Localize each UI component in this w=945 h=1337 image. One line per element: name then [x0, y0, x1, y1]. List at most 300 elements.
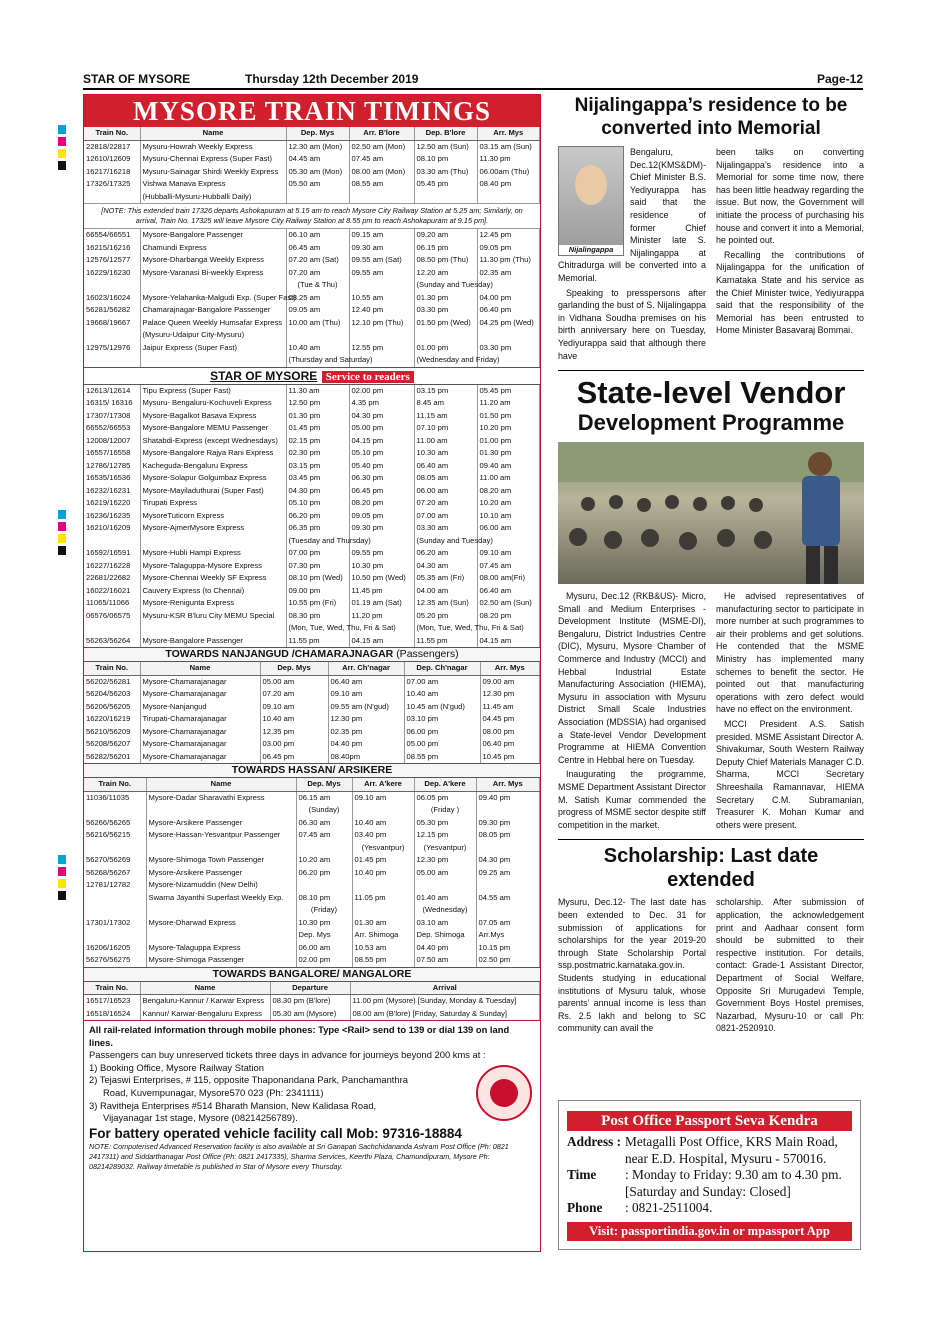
time-key: Time	[567, 1167, 597, 1182]
table-cell: 16022/16021	[84, 585, 140, 598]
table-cell: 04.00 am	[414, 585, 477, 598]
table-cell: 06.30 pm	[349, 472, 414, 485]
table-cell: 16229/16230	[84, 267, 140, 280]
table-cell: 11.55 pm	[414, 635, 477, 648]
table-cell: 56210/56209	[84, 726, 140, 739]
column-header: Train No.	[84, 662, 140, 675]
vendor-headline-1: State-level Vendor	[576, 375, 846, 411]
table-cell: 07.00 pm	[286, 547, 349, 560]
table-cell	[476, 842, 540, 855]
table-row	[84, 292, 540, 305]
table-row	[84, 460, 540, 473]
table-cell: 10.20 pm	[477, 422, 540, 435]
table-cell: 09.30 am	[349, 242, 414, 255]
table-cell: 11.30 am	[286, 385, 349, 398]
table-row	[84, 178, 540, 191]
audience	[569, 495, 772, 550]
table-cell: Mysore-Shimoga Passenger	[146, 954, 296, 967]
table-cell: 12786/12785	[84, 460, 140, 473]
table-cell: 10.53 am	[352, 942, 414, 955]
table-row	[84, 867, 540, 880]
table-cell: 05.00 pm	[349, 422, 414, 435]
table-row	[84, 929, 540, 942]
table-cell: 04.30 pm	[476, 854, 540, 867]
table-cell	[140, 354, 286, 367]
table-row	[84, 726, 540, 739]
table-cell	[140, 279, 286, 292]
table-cell: 11.05 pm	[352, 892, 414, 905]
nanjangud-section-title	[84, 647, 540, 662]
paragraph: been talks on converting Nijalingappa’s residence into a Memorial for some time now, there has been little headway regarding the issue. But now, the Government will initiate the process of purchasing his house and convert it into a Memorial, he pointed out.	[716, 147, 864, 246]
table-row	[84, 342, 540, 355]
table-cell: 07.45 am	[477, 560, 540, 573]
cyan-mark	[58, 510, 66, 519]
table-cell: 16215/16216	[84, 242, 140, 255]
table-cell: 10.15 pm	[476, 942, 540, 955]
table-cell: 11036/11035	[84, 791, 146, 804]
table-row	[84, 385, 540, 398]
table-cell: 56281/56282	[84, 304, 140, 317]
column-header: Dep. B'lore	[414, 127, 477, 140]
table-cell	[84, 804, 146, 817]
table-cell: 08.10 pm	[414, 153, 477, 166]
table-cell: 56276/56275	[84, 954, 146, 967]
table-row	[84, 954, 540, 967]
table-cell: (Sunday and Tuesday)	[414, 279, 477, 292]
table-cell	[84, 842, 146, 855]
table-cell: 12.35 pm	[260, 726, 328, 739]
table-row	[84, 354, 540, 367]
table-cell: Mysore-Bangalore MEMU Passenger	[140, 422, 286, 435]
table-cell: 16535/16536	[84, 472, 140, 485]
emblem-centre	[490, 1079, 518, 1107]
table-cell: Mysore-Chennai Weekly SF Express	[140, 572, 286, 585]
table-cell: Mysore-Chamarajanagar	[140, 738, 260, 751]
table-cell	[84, 354, 140, 367]
table-cell: 08.55 am	[349, 178, 414, 191]
table-cell: 11.00 am	[414, 435, 477, 448]
table-cell: Dep. Mys	[296, 929, 352, 942]
table-row	[84, 688, 540, 701]
registration-marks-mid	[58, 510, 66, 558]
column-header: Arr. Mys	[476, 778, 540, 791]
table-cell: 56216/56215	[84, 829, 146, 842]
address-value-2: near E.D. Hospital, Mysuru - 570016.	[625, 1150, 827, 1166]
ticket-outlet-2a: 2) Tejaswi Enterprises, # 115, opposite Thaponandana Park, Panchamanthra	[89, 1074, 408, 1086]
table-cell: 04.15 am	[477, 635, 540, 648]
table-cell	[84, 191, 140, 204]
table-row	[84, 497, 540, 510]
phone-value: : 0821-2511004.	[625, 1200, 713, 1215]
table-cell: 08.20 pm	[349, 497, 414, 510]
table-row	[84, 422, 540, 435]
table-cell: Chamarajnagar-Bangalore Passenger	[140, 304, 286, 317]
train-timings-box	[83, 94, 541, 1252]
table-cell: Mysore-Bangalore Passenger	[140, 635, 286, 648]
table-cell: 16236/16235	[84, 510, 140, 523]
table-cell: Dep. Shimoga	[414, 929, 476, 942]
paper-name: STAR OF MYSORE	[83, 72, 191, 86]
table-row	[84, 329, 540, 342]
table-row	[84, 140, 540, 153]
table-cell: Mysore-Chamarajanagar	[140, 688, 260, 701]
table-cell: 07.45 am	[349, 153, 414, 166]
table-cell	[296, 879, 352, 892]
address-value-1: Metagalli Post Office, KRS Main Road,	[625, 1134, 838, 1149]
table-cell: 09.20 am	[414, 229, 477, 242]
table-row	[84, 610, 540, 623]
ticket-outlet-1: 1) Booking Office, Mysore Railway Station	[89, 1061, 264, 1073]
ticket-outlet-2b: Road, Kuvempunagar, Mysore570 023 (Ph: 2341111)	[103, 1086, 324, 1098]
table-cell: (Mon, Tue, Wed, Thu, Fri & Sat)	[286, 622, 349, 635]
phone-row	[559, 1200, 860, 1217]
column-header: Departure	[270, 982, 350, 995]
nijalingappa-col-1	[558, 146, 706, 364]
table-row	[84, 560, 540, 573]
column-header: Train No.	[84, 127, 140, 140]
table-cell: Mysore-Yelahanka-Malgudi Exp. (Super Fast)	[140, 292, 286, 305]
table-cell: (Thursday and Saturday)	[286, 354, 349, 367]
nanjangud-title: TOWARDS NANJANGUD /CHAMARAJNAGAR	[165, 648, 394, 660]
table-cell: Mysore-Varanasi Bi-weekly Express	[140, 267, 286, 280]
table-cell: 17307/17308	[84, 410, 140, 423]
address-key: Address :	[567, 1134, 622, 1149]
table-cell: 08.55 pm	[404, 751, 480, 764]
table-cell: 09.55 am (Sat)	[349, 254, 414, 267]
table-cell: 10.30 pm	[296, 917, 352, 930]
table-row	[84, 547, 540, 560]
paragraph: Recalling the contributions of Nijalingappa for the unification of Karnataka State and his service as the Chief Minister twice, Yediyurappa said that the responsibility of the Memorial has been entrusted to Home Minister Basavaraj Bommai.	[716, 249, 864, 336]
table-cell: 07.10 pm	[414, 422, 477, 435]
page-number: Page-12	[816, 72, 863, 86]
table-cell: Mysore-Hassan-Yesvantpur Passenger	[146, 829, 296, 842]
table-cell: 66554/66551	[84, 229, 140, 242]
table-row	[84, 701, 540, 714]
table-cell: 08.00 am(Fri)	[477, 572, 540, 585]
table-cell: 06.00 pm	[404, 726, 480, 739]
table-cell	[84, 279, 140, 292]
table-cell: 16219/16220	[84, 497, 140, 510]
table-cell: Mysuru-KSR B'luru City MEMU Special	[140, 610, 286, 623]
table-cell: 8.45 am	[414, 397, 477, 410]
column-header: Dep. Mys	[260, 662, 328, 675]
black-mark	[58, 891, 66, 900]
table-cell: 11.45 am	[480, 701, 540, 714]
table-cell: 09.05 am	[286, 304, 349, 317]
table-cell: 08.30 pm (B'lore)	[270, 995, 350, 1008]
table-row	[84, 842, 540, 855]
table-cell: 07.45 am	[296, 829, 352, 842]
table-row	[84, 675, 540, 688]
table-cell: 06.15 pm	[414, 242, 477, 255]
table-cell: MysoreTuticorn Express	[140, 510, 286, 523]
table-cell: Mysore-Chamarajanagar	[140, 726, 260, 739]
table-cell: Mysore-Bangalore Passenger	[140, 229, 286, 242]
table-cell: 16227/16228	[84, 560, 140, 573]
table-cell: 19668/19667	[84, 317, 140, 330]
table-cell: 12.30 pm	[414, 854, 476, 867]
table-cell: 05.30 pm	[414, 817, 476, 830]
table-cell: 08.20 pm	[477, 610, 540, 623]
table-cell: 4.35 pm	[349, 397, 414, 410]
table-cell: 09.30 pm	[349, 522, 414, 535]
time-row	[559, 1167, 860, 1184]
table-row	[84, 229, 540, 242]
table-cell	[476, 904, 540, 917]
table-cell: 12.15 pm	[414, 829, 476, 842]
mangalore-table	[84, 982, 540, 1021]
column-header: Train No.	[84, 778, 146, 791]
table-cell: 04.00 pm	[477, 292, 540, 305]
table-cell: 06.45 pm	[349, 485, 414, 498]
table-cell: 08.10 pm	[296, 892, 352, 905]
conference-scene	[558, 442, 864, 584]
table-cell: Mysore-Dharbanga Weekly Express	[140, 254, 286, 267]
table-cell: 01.30 pm	[477, 447, 540, 460]
table-cell: 08.40 pm	[477, 178, 540, 191]
table-cell: 06.40 pm	[477, 304, 540, 317]
service-banner	[84, 367, 540, 385]
column-header: Name	[146, 778, 296, 791]
table-row	[84, 447, 540, 460]
phone-key: Phone	[567, 1200, 603, 1215]
column-header: Name	[140, 127, 286, 140]
table-cell: 16517/16523	[84, 995, 140, 1008]
table-cell: 12.50 am (Sun)	[414, 140, 477, 153]
table-cell: 10.20 am	[477, 497, 540, 510]
rail-info-box	[84, 1020, 540, 1175]
table-cell: Tipu Express (Super Fast)	[140, 385, 286, 398]
extended-train-note: [NOTE: This extended train 17326 departs Ashokapuram at 5.15 am to reach Mysore City Railway Station at 5.25 am; Similarly, on arrival, Train No. 17325 will leave Mysore City Railway Station at 8.55 pm to reach Ashokapuram at 9.15 pm].	[84, 203, 540, 229]
table-cell: (Friday)	[296, 904, 352, 917]
table-cell: 05.30 am (Mon)	[286, 166, 349, 179]
table-cell	[146, 842, 296, 855]
table-cell: 56268/56267	[84, 867, 146, 880]
vendor-headline-2: Development Programme	[577, 410, 845, 436]
table-cell: Mysore-Shimoga Town Passenger	[146, 854, 296, 867]
table-cell	[84, 929, 146, 942]
table-cell: Cauvery Express (to Chennai)	[140, 585, 286, 598]
table-cell	[140, 535, 286, 548]
table-cell: 10.45 pm	[480, 751, 540, 764]
table-cell: 05.10 pm	[286, 497, 349, 510]
table-cell: (Hubballi-Mysuru-Hubballi Daily)	[140, 191, 286, 204]
table-cell: 07.30 pm	[286, 560, 349, 573]
table-cell: 10.40 am	[260, 713, 328, 726]
table-cell: 07.00 am	[414, 510, 477, 523]
table-cell	[84, 904, 146, 917]
time-value-2: [Saturday and Sunday: Closed]	[625, 1183, 791, 1199]
table-row	[84, 485, 540, 498]
table-cell: 06.00 am	[414, 485, 477, 498]
table-cell: Chamundi Express	[140, 242, 286, 255]
table-row	[84, 242, 540, 255]
table-cell: 03.30 pm	[414, 304, 477, 317]
column-header: Train No.	[84, 982, 140, 995]
table-cell: 56282/56201	[84, 751, 140, 764]
table-cell: 03.10 pm	[404, 713, 480, 726]
table-cell: 09.25 am	[476, 867, 540, 880]
vendor-programme-photo	[558, 442, 864, 584]
nanjangud-subtitle: (Passengers)	[396, 648, 459, 660]
table-cell	[84, 622, 140, 635]
table-cell: (Tue & Thu)	[286, 279, 349, 292]
table-cell: 05.30 am (Mysore)	[270, 1008, 350, 1021]
hassan-section-title: TOWARDS HASSAN/ ARSIKERE	[84, 763, 540, 778]
table-cell: 01.30 pm	[414, 292, 477, 305]
issue-date: Thursday 12th December 2019	[245, 72, 419, 86]
time-row-2	[559, 1184, 860, 1201]
table-row	[84, 522, 540, 535]
table-cell: Mysore-Solapur Golgumbaz Express	[140, 472, 286, 485]
table-cell: Kacheguda-Bengaluru Express	[140, 460, 286, 473]
table-cell: 02.35 am	[477, 267, 540, 280]
portrait-head	[575, 165, 607, 205]
table-cell	[146, 804, 296, 817]
table-cell: 12.45 pm	[477, 229, 540, 242]
table-cell: 04.40 pm	[414, 942, 476, 955]
reservation-note: NOTE: Computerised Advanced Reservation facility is also available at Sri Ganapati Sachchidananda Ashram Post Office (Ph: 0821 2417311) and Siddarthanagar Post Office (Ph: 0821 2417335), Sharma Services, Keerthi Plaza, Chamundipuram, Mysore Ph: 08214289032. Railway timetable is published in Star of Mysore every Thursday.	[89, 1141, 509, 1171]
column-header: Arr. Mys	[477, 127, 540, 140]
table-cell: Jaipur Express (Super Fast)	[140, 342, 286, 355]
table-cell: 06.20 pm	[296, 867, 352, 880]
table-cell: 03.30 am	[414, 522, 477, 535]
table-cell: Mysore-Mayiladuthurai (Super Fast)	[140, 485, 286, 498]
paragraph: MCCI President A.S. Satish presided. MSME Assistant Director A. Shivakumar, South Western Railway Deputy Chief Materials Manager C.D. Sharma, MCCI Secretary Shreeshaila Ramannavar, HIEMA Secretary C.M. Subramanian, Treasurer K. Mohan Kumar and others were present.	[716, 719, 864, 830]
time-value-1: : Monday to Friday: 9.30 am to 4.30 pm.	[625, 1167, 842, 1182]
table-cell: 06.40 am	[328, 675, 404, 688]
table-cell: Mysore-Bangalore Rajya Rani Express	[140, 447, 286, 460]
table-cell: 10.20 am	[296, 854, 352, 867]
table-cell: (Friday )	[414, 804, 476, 817]
nanjangud-table	[84, 662, 540, 763]
table-cell	[476, 804, 540, 817]
nijalingappa-photo	[558, 146, 624, 256]
table-cell: 05.45 pm	[414, 178, 477, 191]
table-cell: 12.30 pm	[480, 688, 540, 701]
table-row	[84, 191, 540, 204]
registration-marks-low	[58, 855, 66, 903]
column-header: Arr. A'kere	[352, 778, 414, 791]
passport-visit-link[interactable]: Visit: passportindia.gov.in or mpassport App	[567, 1222, 852, 1241]
table-cell: 02.30 pm	[286, 447, 349, 460]
column-header: Name	[140, 982, 270, 995]
table-cell: 10.55 pm (Fri)	[286, 597, 349, 610]
table-cell: 06.00am (Thu)	[477, 166, 540, 179]
table-cell: 12.30 pm	[328, 713, 404, 726]
table-cell: Mysore-Bagalkot Basava Express	[140, 410, 286, 423]
table-cell	[349, 329, 414, 342]
table-cell: 01.45 pm	[286, 422, 349, 435]
banner-star-of-mysore: STAR OF MYSORE	[210, 368, 318, 383]
table-cell	[414, 191, 477, 204]
table-row	[84, 917, 540, 930]
table-cell: 08.10 pm (Wed)	[286, 572, 349, 585]
table-cell: Mysore-Nanjangud	[140, 701, 260, 714]
table-cell: 01.40 am	[414, 892, 476, 905]
ticket-outlet-3b: Vijayanagar 1st stage, Mysore (08214256789).	[103, 1112, 298, 1124]
table-cell: Mysore-Chamarajanagar	[140, 675, 260, 688]
table-cell: 04.15 am	[349, 635, 414, 648]
table-cell: 02.00 pm	[296, 954, 352, 967]
table-cell: Tirupati-Chamarajanagar	[140, 713, 260, 726]
table-cell: Bengaluru-Kannur / Karwar Express	[140, 995, 270, 1008]
train-table-c	[84, 385, 540, 648]
table-row	[84, 791, 540, 804]
table-cell: 09.00 pm	[286, 585, 349, 598]
table-cell: 16557/16558	[84, 447, 140, 460]
table-cell: 10.55 am	[349, 292, 414, 305]
table-row	[84, 622, 540, 635]
table-cell: 04.45 pm	[480, 713, 540, 726]
table-cell: 01.45 pm	[352, 854, 414, 867]
table-cell: 06.40 am	[477, 585, 540, 598]
table-cell: 11.20 am	[477, 397, 540, 410]
yellow-mark	[58, 879, 66, 888]
table-cell: (Sunday and Tuesday)	[414, 535, 477, 548]
divider	[558, 370, 864, 371]
table-cell: (Mon, Tue, Wed, Thu, Fri & Sat)	[414, 622, 477, 635]
black-mark	[58, 546, 66, 555]
table-cell: 01.30 am	[352, 917, 414, 930]
table-row	[84, 854, 540, 867]
table-cell: 09.10 am	[477, 547, 540, 560]
table-cell: 16210/16209	[84, 522, 140, 535]
table-cell: 16315/ 16316	[84, 397, 140, 410]
photo-caption: Nijalingappa	[559, 245, 623, 255]
table-cell: 02.35 pm	[328, 726, 404, 739]
vendor-article	[558, 590, 864, 833]
table-cell: 12975/12976	[84, 342, 140, 355]
table-cell: 09.15 am	[349, 229, 414, 242]
column-header: Dep. Mys	[286, 127, 349, 140]
table-cell: 17326/17325	[84, 178, 140, 191]
black-mark	[58, 161, 66, 170]
table-cell: 10.30 pm	[349, 560, 414, 573]
table-cell	[476, 879, 540, 892]
table-cell	[352, 879, 414, 892]
table-cell: 06.45 am	[286, 242, 349, 255]
scholarship-col-2: scholarship. After submission of application, the acknowledgement print and Aadhaar consent form should be submitted to their respective institution. For details, contact: Grade-1 Assistant Director, Department of Social Welfare, Opposite Sri Murugadevi Temple, Government Boys Hostel premises, Nazarbad, Mysuru-10 or call Ph: 0821-2520910.	[716, 897, 864, 1034]
table-cell: 09.00 am	[480, 675, 540, 688]
scholarship-article	[558, 896, 864, 1035]
hassan-table	[84, 778, 540, 967]
vendor-col-2	[716, 590, 864, 833]
spacer	[567, 1184, 625, 1201]
table-cell	[352, 904, 414, 917]
table-cell: 04.55 am	[476, 892, 540, 905]
table-row	[84, 397, 540, 410]
table-cell: 05.40 pm	[349, 460, 414, 473]
table-cell: 09.10 am	[260, 701, 328, 714]
table-cell: Mysore-Hubli Hampi Express	[140, 547, 286, 560]
table-cell: 02.50 pm	[476, 954, 540, 967]
table-cell: Mysore-Arsikere Passenger	[146, 817, 296, 830]
table-cell: 12.30 am (Mon)	[286, 140, 349, 153]
table-cell: 03.15 am (Sun)	[477, 140, 540, 153]
table-cell: 12.20 am	[414, 267, 477, 280]
table-cell: 07.05 am	[476, 917, 540, 930]
table-cell: Mysuru- Bengaluru-Kochuveli Express	[140, 397, 286, 410]
table-cell: 04.30 pm	[349, 410, 414, 423]
table-cell: 56263/56264	[84, 635, 140, 648]
column-header: Dep. Ch'nagar	[404, 662, 480, 675]
table-cell: 12610/12609	[84, 153, 140, 166]
table-cell: 08.50 pm (Thu)	[414, 254, 477, 267]
table-cell: 05.20 pm	[414, 610, 477, 623]
table-cell: 09.10 am	[352, 791, 414, 804]
table-cell: 06.45 pm	[260, 751, 328, 764]
